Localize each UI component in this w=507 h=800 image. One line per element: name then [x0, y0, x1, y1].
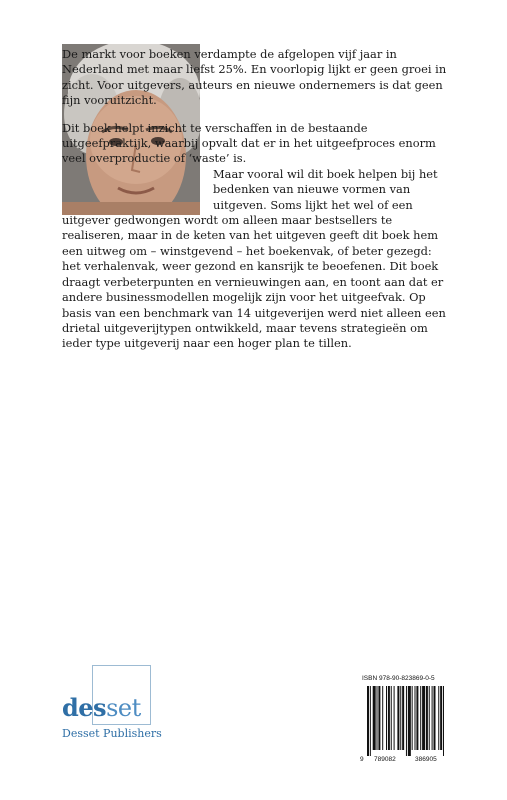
barcode-bar [429, 686, 430, 750]
barcode-bar [420, 686, 421, 750]
barcode-bar [370, 686, 371, 756]
barcode-bar [382, 686, 383, 750]
barcode-bar [397, 686, 399, 750]
back-cover-blurb [62, 47, 447, 352]
barcode-bar [440, 686, 442, 750]
barcode-bar [386, 686, 387, 750]
barcode-bar [391, 686, 392, 750]
barcode-bar [412, 686, 413, 750]
blurb-paragraph-1: De markt voor boeken verdampte de afgelopen vijf jaar in Nederland met maar liefst 25%. En voorlopig lijkt er geen groei in zicht. Voor uitgevers, auteurs en nieuwe ondernemers is dat geen fijn vooruitzicht. [62, 47, 447, 108]
barcode-bar [367, 686, 369, 756]
publisher-name: Desset Publishers [62, 727, 162, 740]
blurb-paragraph-3 [62, 167, 447, 352]
isbn-barcode [360, 675, 452, 770]
barcode-bar [402, 686, 404, 750]
barcode-bar [415, 686, 416, 750]
barcode-bar [408, 686, 411, 756]
barcode-bar [426, 686, 428, 750]
barcode-bar [378, 686, 380, 750]
barcode-bar [422, 686, 425, 750]
publisher-logo [60, 665, 190, 745]
barcode-bar [416, 686, 418, 750]
barcode-bar [406, 686, 407, 756]
barcode-bar [388, 686, 390, 750]
blurb-paragraph-2: Dit boek helpt inzicht te verschaffen in de bestaande uitgeefpraktijk, waarbij opvalt dat er in het uitgeefproces enorm veel overproductie of ‘waste’ is. [62, 120, 436, 166]
barcode-bar [434, 686, 436, 750]
isbn-label: ISBN 978-90-823869-0-5 [362, 675, 435, 682]
logo-des: des [62, 693, 107, 722]
barcode-bar [438, 686, 439, 750]
barcode-bar [394, 686, 395, 750]
blurb-paragraph-3-text: Maar vooral wil dit boek helpen bij het bedenken van nieuwe vormen van uitgeven. Soms lijkt het wel of een uitgever gedwongen wordt om alleen maar bestsellers te realiseren, maar in de keten van het uitgeven geeft dit boek hem een uitweg om – winstgevend – het boekenvak, of beter gezegd: het verhalenvak, weer gezond en kansrijk te beoefenen. Dit boek draagt verbeterpunten en vernieuwingen aan, en toont aan dat er andere businessmodellen mogelijk zijn voor het uitgeefvak. Op basis van een benchmark van 14 uitgeverijen werd niet alleen een drietal uitgeverijtypen ontwikkeld, maar tevens strategieën om ieder type uitgeverij naar een hoger plan te tillen. [62, 166, 446, 351]
barcode-digits-left: 789082 [374, 756, 396, 763]
barcode-bar [432, 686, 433, 750]
barcode-bars [367, 686, 451, 756]
barcode-digits-right: 386905 [415, 756, 437, 763]
barcode-bar [377, 686, 378, 750]
barcode-digit-first: 9 [360, 756, 364, 763]
barcode-bar [373, 686, 376, 750]
logo-set: set [106, 694, 141, 722]
logo-wordmark [62, 693, 141, 722]
barcode-bar [400, 686, 401, 750]
barcode-bar [443, 686, 444, 756]
